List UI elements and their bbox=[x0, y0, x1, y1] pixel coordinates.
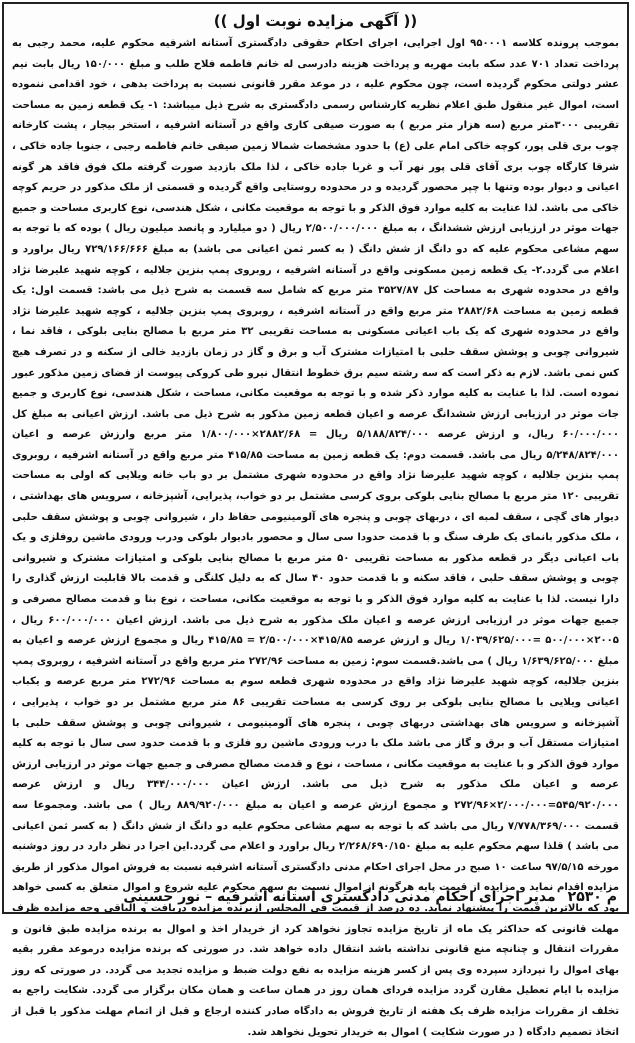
auction-notice bbox=[2, 2, 629, 1038]
notice-code: م ۲۵۳۰ bbox=[567, 889, 617, 905]
notice-footer bbox=[14, 886, 617, 908]
notice-signature: مدیر اجرای احکام مدنی دادگستری آستانه اشرفیه – نور حسینی bbox=[123, 889, 556, 905]
notice-body: بموجب پرونده کلاسه ۹۵۰۰۰۱ اول اجرایی، اجرای احکام حقوقی دادگستری آستانه اشرفیه محکوم علیه، محمد رجبی به پرداخت تعداد ۷۰۱ عدد سکه بابت مهریه و پرداخت هزینه دادرسی له خانم فاطمه فلاح طلب و مبلغ ۱۵۰/۰۰۰ ریال بابت نیم عشر دولتی محکوم گردیده است، چون محکوم علیه ، در موعد مقرر قانونی نسبت به پرداخت بدهی ، خود اقدامی ننموده است، اموال غیر منقول طبق اعلام نظریه کارشناس رسمی دادگستری به شرح ذیل میباشد: ۱- یک قطعه زمین به مساحت تقریبی ۳۰۰۰متر مربع (سه هزار متر مربع ) به صورت صیفی کاری واقع در آستانه اشرفیه ، استخر بیجار ، پشت کارخانه چوب بری قلی پور، کوچه خاکی امام علی (ع) با حدود مشخصات شمالا زمین صیفی خانم فاطمه رجبی ، جنوبا جاده خاکی ، شرقا کارگاه چوب بری آقای قلی پور نهر آب و غربا جاده خاکی ، لذا ملک بازدید صورت گرفته ملک فوق فاقد هر گونه اعیانی و دیوار بوده وتنها با چپر محصور گردیده و در محدوده روستایی واقع گردیده و قسمتی از ملک مذکور در حریم کوچه خاکی می باشد. لذا عنایت به کلیه موارد فوق الذکر و با توجه به موقعیت مکانی ، شکل هندسی، نوع کاربری مساحت و جمیع جهات موثر در ارزیابی ارزش ششدانگ ، به مبلغ ۲/۵۰۰/۰۰۰/۰۰۰ ریال ( دو میلیارد و پانصد میلیون ریال ) بوده که با توجه به سهم مشاعی محکوم علیه که دو دانگ از شش دانگ ( به کسر ثمن اعیانی می باشد) به مبلغ ۷۲۹/۱۶۶/۶۶۶ ریال براورد و اعلام می گردد.۲- یک قطعه زمین مسکونی واقع در آستانه اشرفیه ، روبروی پمپ بنزین جلالیه ، کوچه شهید علیرضا نژاد واقع در محدوده شهری به مساحت کل ۳۵۲۷/۸۷ متر مربع که شامل سه قسمت به شرح ذیل می باشد: قسمت اول: یک قطعه زمین به مساحت ۲۸۸۲/۶۸ متر مربع واقع در آستانه اشرفیه ، روبروی پمپ بنزین جلالیه ، کوچه شهید علیرضا نژاد واقع در محدوده شهری که یک باب اعیانی مسکونی به مساحت تقریبی ۳۲ متر مربع با مصالح بنایی بلوکی ، فاقد نما ، شیروانی چوبی و پوشش سقف حلبی با امتیازات مشترک آب و برق و گاز در زمان بازدید خالی از سکنه و در تصرف هیچ کس نمی باشد. لازم به ذکر است که سه رشته سیم برق خطوط انتقال نیرو طی کروکی پیوست از فضای زمین مذکور عبور نموده است. لذا با عنایت به کلیه موارد ذکر شده و با توجه به موقعیت مکانی، مساحت ، شکل هندسی، نوع کاربری و جمیع جات موثر در ارزیابی ارزش ششدانگ عرصه و اعیان قطعه زمین مذکور به شرح ذیل می باشد. ارزش اعیانی به مبلغ کل ۶۰/۰۰۰/۰۰۰ ریال، و ارزش عرصه ۵/۱۸۸/۸۲۴/۰۰۰ ریال = ۲۸۸۲/۶۸×۱/۸۰۰/۰۰۰ متر مربع وارزش عرصه و اعیان ۵/۲۴۸/۸۲۴/۰۰۰ ریال می باشد. قسمت دوم: یک قطعه زمین به مساحت ۴۱۵/۸۵ متر مربع واقع در آستانه اشرفیه ، روبروی پمپ بنزین جلالیه ، کوچه شهید علیرضا نژاد واقع در محدوده شهری مشتمل بر دو باب خانه ویلایی که اولی به مساحت تقریبی ۱۲۰ متر مربع با مصالح بنایی بلوکی بروی کرسی مشتمل بر دو خواب، پذیرایی، آشپزخانه ، سرویس های بهداشتی ، دیوار های گچی ، سقف لمبه ای ، دربهای چوبی و پنجره های آلومینیومی حفاظ دار ، شیروانی چوبی و پوشش سقف حلبی ، ملک مذکور بانمای یک طرف سنگ و با قدمت حدودا سی سال و محصور بادیوار بلوکی ودرب ورودی ماشین روفلزی و یک باب اعیانی دیگر در قطعه مذکور به مساحت تقریبی ۵۰ متر مربع با مصالح بنایی بلوکی و امتیازات مشترک و شیروانی چوبی و پوشش سقف حلبی ، فاقد سکنه و با قدمت حدود ۴۰ سال که به دلیل کلنگی و قدمت بالا قابلیت ارزش گذاری را دارا نیست. لذا با عنایت به کلیه موارد فوق الذکر و با توجه به موقعیت مکانی، مساحت ، نوع بنا و قدمت مصالح مصرفی و جمیع جهات موثر در ارزیابی ارزش عرصه و اعیان ملک مذکور به شرح ذیل می باشد. ارزش اعیان ۶۰۰/۰۰۰/۰۰۰ ریال ، ۲۰۰۵×۵۰۰/۰۰۰ =۱/۰۳۹/۶۲۵/۰۰۰ ریال و ارزش عرصه ۴۱۵/۸۵×۲/۵۰۰/۰۰۰ = ۴۱۵/۸۵ ریال و مجموع ارزش عرصه و اعیان به مبلغ ۱/۶۳۹/۶۲۵/۰۰۰ ریال ) می باشد.قسمت سوم: زمین به مساحت ۲۷۲/۹۶ متر مربع واقع در آستانه اشرفیه ، روبروی پمپ بنزین جلالیه، کوچه شهید علیرضا نژاد واقع در محدوده شهری قطعه سوم به مساحت ۲۷۲/۹۶ متر مربع عرصه و یکباب اعیانی ویلایی با مصالح بنایی بلوکی بر روی کرسی به مساحت تقریبی ۸۶ متر مربع مشتمل بر دو خواب ، پذیرایی ، آشپزخانه و سرویس های بهداشتی دربهای چوبی ، پنجره های آلومینیومی ، شیروانی چوبی و پوشش سقف حلبی با امتیازات مستقل آب و برق و گاز می باشد ملک با درب ورودی ماشین رو فلزی و با قدمت حدود سی سال با توجه به کلیه موارد فوق الذکر و با عنایت به موقعیت مکانی ، مساحت ، نوع و قدمت مصالح مصرفی و جمیع جهات موثر در ارزیابی ارزش عرصه و اعیان ملک مذکور به شرح ذیل می باشد. ارزش اعیان ۳۴۴/۰۰۰/۰۰۰ ریال و ارزش عرصه ۵۴۵/۹۲۰/۰۰۰=۲/۰۰۰/۰۰۰×۲۷۲/۹۶ و مجموع ارزش عرصه و اعیان به مبلغ ۸۸۹/۹۲۰/۰۰۰ ریال ) می باشد. ومجموعا سه قسمت ۷/۷۷۸/۳۶۹/۰۰۰ ریال می باشد که با توجه به سهم مشاعی محکوم علیه دو دانگ از شش دانگ ( به کسر ثمن اعیانی می باشد ) قلذا سهم محکوم علیه به مبلغ ۲/۲۶۸/۶۹۰/۱۵۰ ریال براورد و اعلام می گردد.این اجرا در نظر دارد در روز دوشنبه مورخه ۹۷/۵/۱۵ ساعت ۱۰ صبح در محل اجرای احکام مدنی دادگستری آستانه اشرفیه نسبت به فروش اموال مذکور از طریق مزایده اقدام نماید و مزایده از قیمت پایه هرگونه از اموال نسبت به سهم محکوم علیه شروع و اموال متعلق به کسی خواهد بود که بالاترین قیمت را پیشنهاد نماید. ده درصد از قیمت فی المجلس ازبرنده مزایده دریافت و الباقی وجه مزایده ظرف مهلت قانونی که حداکثر یک ماه از تاریخ مزایده تجاوز نخواهد کرد از خریدار اخذ و اموال به برنده مزایده طبق قانون و مقررات انتقال و چنانچه منع قانونی نداشته باشد انتقال داده خواهد شد. در صورتی که برنده مزایده درموعد مقرر بقیه بهای اموال را نپردازد سپرده وی پس از کسر هزینه مزایده به نفع دولت ضبط و مزایده تجدید می گردد. در صورتی که روز مزایده با ایام تعطیل مقارن گردد مزایده فردای همان روز در همان ساعت و همان مکان برگزار می گردد. شکایت راجع به تخلف از مقررات مزایده ظرف یک هفته از تاریخ فروش به دادگاه صادر کننده ارجاع و قبل از اتمام مهلت مذکور یا قبل از اتخاذ تصمیم دادگاه ( در صورت شکایت ) اموال به خریدار تحویل نخواهد شد. bbox=[12, 38, 620, 1038]
notice-title: (( آگهی مزایده نوبت اول )) bbox=[213, 12, 418, 30]
